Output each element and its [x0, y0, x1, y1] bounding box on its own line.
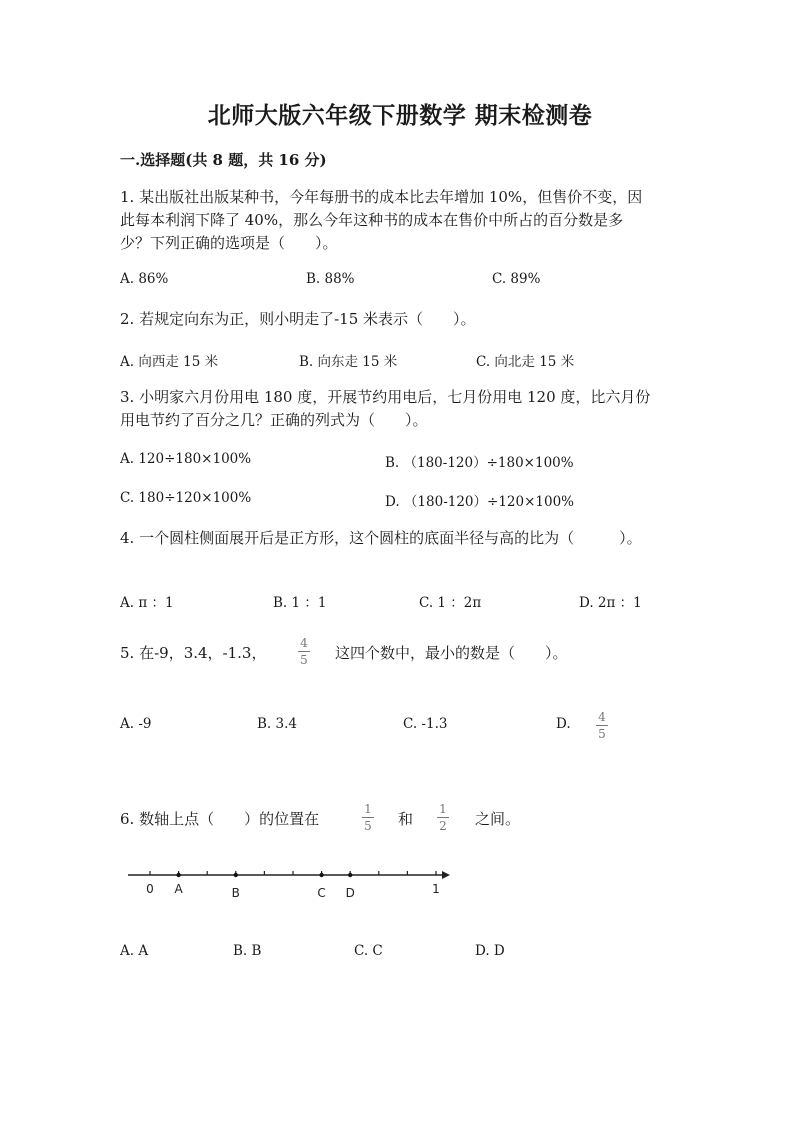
q6-option-d[interactable]: D. D [475, 943, 505, 959]
q5-fraction [298, 637, 310, 666]
number-line-label-a: A [174, 882, 183, 896]
number-line-labels [146, 873, 440, 900]
q4-option-c[interactable]: C. 1 ：2π [419, 595, 482, 611]
fraction-denominator: 2 [439, 819, 447, 833]
question-5-text-before: 5. 在-9，3.4，-1.3， [120, 644, 267, 662]
q4-option-b[interactable]: B. 1 ：1 [273, 595, 327, 611]
question-text-line: 3. 小明家六月份用电 180 度，开展节约用电后，七月份用电 120 度，比六月份 [120, 388, 651, 406]
q3-option-b[interactable]: B. （180-120）÷180×100% [385, 455, 574, 471]
number-line [120, 862, 460, 912]
q5-option-d-fraction [596, 711, 608, 740]
q6-option-c[interactable]: C. C [354, 943, 383, 959]
number-line-point-a [176, 873, 180, 877]
number-line-label-b: B [231, 886, 240, 900]
question-text-line: 用电节约了百分之几？正确的列式为（ ）。 [120, 411, 428, 429]
number-line-point-c [319, 873, 323, 877]
fraction-numerator: 4 [300, 636, 308, 650]
q5-option-d[interactable]: D. [556, 716, 571, 732]
q4-option-a[interactable]: A. π ：1 [120, 595, 174, 611]
number-line-point-b [234, 873, 238, 877]
number-line-label-d: D [345, 886, 355, 900]
q3-option-a[interactable]: A. 120÷180×100% [120, 451, 252, 467]
fraction-numerator: 1 [364, 802, 372, 816]
q2-option-b[interactable]: B. 向东走 15 米 [299, 354, 398, 370]
q5-option-a[interactable]: A. -9 [120, 716, 152, 732]
number-line-label-1: 1 [432, 882, 440, 896]
fraction-denominator: 5 [300, 653, 308, 667]
q3-option-d[interactable]: D. （180-120）÷120×100% [385, 494, 575, 510]
question-text-line: 少？下列正确的选项是（ ）。 [120, 234, 338, 252]
question-3 [120, 386, 650, 432]
question-6-text-after: 之间。 [475, 810, 521, 828]
q2-option-c[interactable]: C. 向北走 15 米 [476, 354, 575, 370]
question-6-middle: 和 [398, 810, 414, 828]
fraction-denominator: 5 [364, 819, 372, 833]
question-2: 2. 若规定向东为正，则小明走了-15 米表示（ ）。 [120, 310, 476, 328]
section-heading: 一.选择题(共 8 题，共 16 分) [120, 151, 327, 169]
q6-fraction-2 [437, 803, 449, 832]
q2-option-a[interactable]: A. 向西走 15 米 [120, 354, 219, 370]
question-1 [120, 186, 642, 255]
question-text-line: 1. 某出版社出版某种书，今年每册书的成本比去年增加 10%，但售价不变，因 [120, 188, 643, 206]
number-line-point-d [348, 873, 352, 877]
question-6-text-before: 6. 数轴上点（ ）的位置在 [120, 810, 320, 828]
question-4: 4. 一个圆柱侧面展开后是正方形，这个圆柱的底面半径与高的比为（ ）。 [120, 529, 642, 547]
q6-fraction-1 [362, 803, 374, 832]
q1-option-a[interactable]: A. 86% [120, 271, 169, 287]
q1-option-c[interactable]: C. 89% [492, 271, 541, 287]
question-text-line: 此每本利润下降了 40%，那么今年这种书的成本在售价中所占的百分数是多 [120, 211, 624, 229]
q5-option-b[interactable]: B. 3.4 [257, 716, 297, 732]
q5-option-c[interactable]: C. -1.3 [403, 716, 448, 732]
number-line-label-c: C [317, 886, 326, 900]
number-line-label-0: 0 [146, 882, 154, 896]
q1-option-b[interactable]: B. 88% [306, 271, 355, 287]
q3-option-c[interactable]: C. 180÷120×100% [120, 490, 252, 506]
fraction-numerator: 1 [439, 802, 447, 816]
q6-option-a[interactable]: A. A [120, 943, 149, 959]
question-5-text-after: 这四个数中，最小的数是（ ）。 [335, 644, 568, 662]
number-line-arrow [442, 871, 450, 879]
page-title: 北师大版六年级下册数学 期末检测卷 [207, 102, 593, 129]
q6-option-b[interactable]: B. B [233, 943, 262, 959]
q4-option-d[interactable]: D. 2π ：1 [579, 595, 642, 611]
fraction-denominator: 5 [598, 727, 606, 741]
fraction-numerator: 4 [598, 710, 606, 724]
